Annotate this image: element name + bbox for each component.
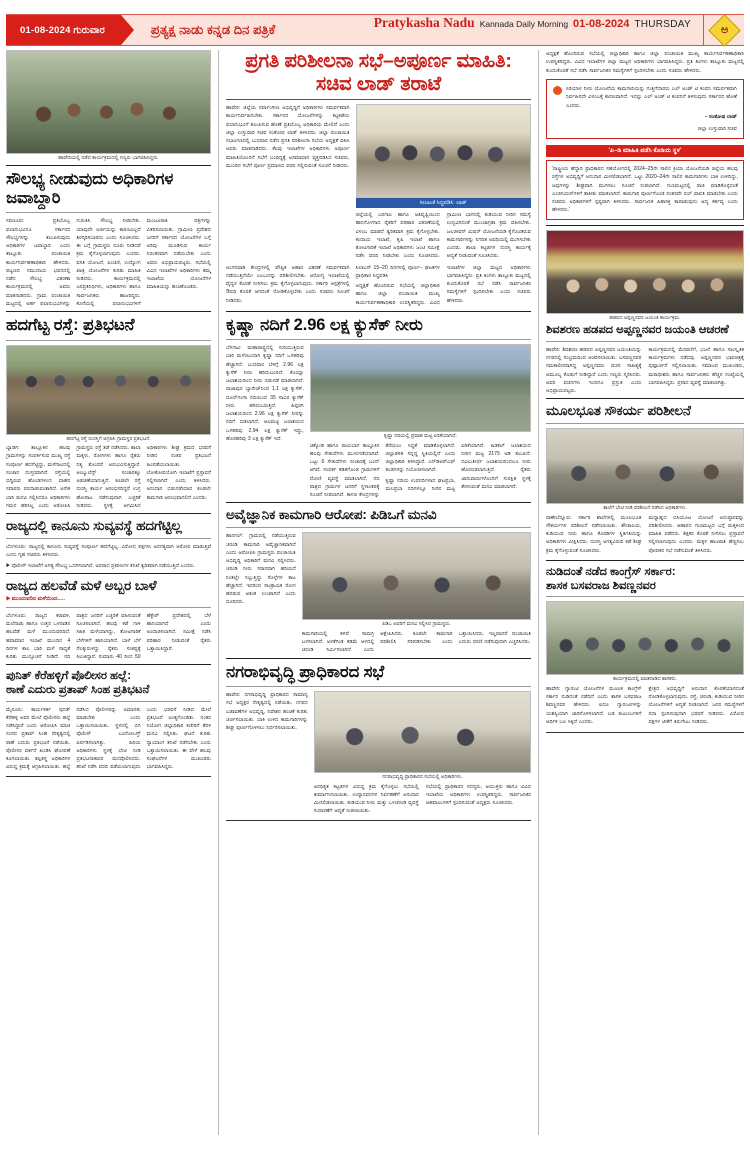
story-congress-body — [546, 685, 744, 728]
paragraph: ಬೆಂಗಳೂರು: ರಾಜ್ಯದ ಕರಾವಳಿ, ಮಲೆನಾಡು ಹಾಗೂ ಉತ್ತರ ಒಳನಾಡಿನ ಹಲವೆಡೆ ಮಳೆ ಮುಂದುವರಿದಿದೆ. ಹವಾಮಾನ ಇಲಾಖೆ ಮುಂದಿನ 4 ದಿನಗಳ ಕಾಲ ಭಾರಿ ಮಳೆ ಸಾಧ್ಯತೆ ಕುರಿತು ಮುನ್ಸೂಚನೆ ನೀಡಿದೆ. ನದಿ ಪಾತ್ರದ ಜನರಿಗೆ ಎಚ್ಚರಿಕೆ ವಹಿಸುವಂತೆ ಸೂಚಿಸಲಾಗಿದೆ. ಹಲವು ಕಡೆ ಗಾಳಿ ಸಹಿತ ಮಳೆಯಾಗಿದ್ದು, ತೋಟಗಾರಿಕೆ ಬೆಳೆಗಳಿಗೆ ಹಾನಿಯಾಗಿದೆ. ಬಾಳೆ ಬೆಳೆ ನೆಲಕ್ಕುರುಳಿದ್ದು ರೈತರು ಸಂಕಷ್ಟಕ್ಕೆ ಸಿಲುಕಿದ್ದಾರೆ. ಸುಮಾರು 40 ರಿಂದ 50 ಹೆಕ್ಟೇರ್ ಪ್ರದೇಶದಲ್ಲಿ ಬೆಳೆ ಹಾನಿಯಾಗಿದೆ ಎಂದು ಅಂದಾಜಿಸಲಾಗಿದೆ. ಸಮೀಕ್ಷೆ ನಡೆಸಿ ಪರಿಹಾರ ನೀಡುವಂತೆ ರೈತರು ಒತ್ತಾಯಿಸಿದ್ದಾರೆ. — [6, 612, 211, 660]
divider — [6, 513, 211, 514]
headline-krishna-river: ಕೃಷ್ಣಾ ನದಿಗೆ 2.96 ಲಕ್ಷ ಕ್ಯುಸೆಕ್ ನೀರು — [226, 315, 423, 334]
paragraph: ಅಂಗನವಾಡಿ ಕೇಂದ್ರಗಳಲ್ಲಿ ಪೌಷ್ಟಿಕ ಆಹಾರ ವಿತರಣೆ ಸಮರ್ಪಕವಾಗಿ ನಡೆಯುತ್ತಿದೆಯೇ ಎಂಬುದನ್ನು ಪರಿಶೀಲಿಸಬೇಕು. ಆರೋಗ್ಯ ಇಲಾಖೆಯಲ್ಲಿ ವೈದ್ಯರ ಕೊರತೆ ನೀಗಿಸಲು ಕ್ರಮ ಕೈಗೊಳ್ಳಲಾಗುವುದು. ಸರ್ಕಾರಿ ಆಸ್ಪತ್ರೆಗಳಲ್ಲಿ ಔಷಧಿ ಕೊರತೆ ಆಗದಂತೆ ನೋಡಿಕೊಳ್ಳಬೇಕು ಎಂದು ಸಚಿವರು ಸೂಚನೆ ನೀಡಿದರು. — [226, 264, 350, 304]
divider — [6, 340, 211, 341]
quote-attribution-name: – ಸಂತೋಷ ಲಾಡ್ — [704, 114, 737, 121]
masthead-logo — [703, 15, 744, 45]
bottom-rule — [546, 732, 744, 733]
photo-pdo-caption: ಪಿಡಿಒ ಅವರಿಗೆ ಮನವಿ ಸಲ್ಲಿಸಿದ ಗ್ರಾಮಸ್ಥರು. — [382, 621, 451, 628]
masthead-date-badge: 01-08-2024 ಗುರುವಾರ — [6, 15, 121, 45]
photo-left-top — [6, 50, 211, 154]
divider — [546, 225, 744, 226]
photo-jayanti — [546, 230, 744, 314]
masthead-date: 01-08-2024 — [573, 18, 630, 30]
paragraph: ರಾಣೇಬೆನ್ನೂರು: ಸರ್ಕಾರಿ ಶಾಲೆಗಳಲ್ಲಿ ಮೂಲಭೂತ ಸೌಕರ್ಯಗಳ ಪರಿಶೀಲನೆ ನಡೆಸಲಾಯಿತು. ಶೌಚಾಲಯ, ಕುಡಿಯುವ ನೀರು ಹಾಗೂ ಕೊಠಡಿಗಳ ಸ್ಥಿತಿಗತಿಯನ್ನು ಅಧಿಕಾರಿಗಳು ವೀಕ್ಷಿಸಿದರು. ದುರಸ್ತಿ ಅಗತ್ಯವಿರುವ ಕಡೆ ಶೀಘ್ರ ಕ್ರಮ ಕೈಗೊಳ್ಳುವಂತೆ ಸೂಚಿಸಿದರು. — [546, 514, 642, 554]
lead-col1-cont — [226, 264, 350, 305]
logo-diamond-icon — [708, 14, 741, 47]
paragraph: ಮಧ್ಯಾಹ್ನದ ಬಿಸಿಯೂಟ ಯೋಜನೆ ಅನುಷ್ಠಾನವನ್ನು ಪರಿಶೀಲಿಸಿದರು. ಆಹಾರದ ಗುಣಮಟ್ಟದ ಬಗ್ಗೆ ಮಕ್ಕಳಿಂದ ಮಾಹಿತಿ ಪಡೆದರು. ಶಿಕ್ಷಕರ ಕೊರತೆ ನೀಗಿಸಲು ಪ್ರಸ್ತಾವನೆ ಸಲ್ಲಿಸಲಾಗುವುದು ಎಂದರು. ಮಕ್ಕಳ ಹಾಜರಾತಿ ಹೆಚ್ಚಿಸಲು ಪೋಷಕರ ಸಭೆ ನಡೆಸುವಂತೆ ತಿಳಿಸಿದರು. — [648, 514, 744, 554]
headline-rain: ರಾಜ್ಯದ ಹಲವೆಡೆ ಮಳೆ ಅಬ್ಬರ ಬಾಳೆ — [6, 577, 157, 593]
masthead-english-block — [374, 15, 703, 45]
bottom-rule — [6, 776, 211, 777]
masthead-kannada-title: ಪ್ರತ್ಯಕ್ಷ ನಾಡು ಕನ್ನಡ ದಿನ ಪತ್ರಿಕೆ — [150, 22, 276, 37]
right-column — [539, 50, 744, 1135]
divider — [6, 573, 211, 574]
paragraph: ಕೃಷ್ಣಾ ನದಿಯ ಉಪನದಿಗಳಾದ ಘಟಪ್ರಭಾ, ಮಲಪ್ರಭಾ ನದಿಗಳಲ್ಲೂ ನೀರಿನ ಮಟ್ಟ ಏರಿಕೆಯಾಗಿದೆ. ಹಿಡಕಲ್ ಜಲಾಶಯದ ನೀರಿನ ಮಟ್ಟ 2175 ಅಡಿ ತಲುಪಿದೆ. ನವಿಲುತೀರ್ಥ ಜಲಾಶಯದಿಂದಲೂ ನೀರು ಹೊರಬಿಡಲಾಗುತ್ತಿದೆ. ರೈತರು ಜಾನುವಾರುಗಳೊಂದಿಗೆ ಸುರಕ್ಷಿತ ಸ್ಥಳಕ್ಕೆ ತೆರಳುವಂತೆ ಮನವಿ ಮಾಡಲಾಗಿದೆ. — [385, 442, 531, 492]
paragraph: ಕ್ಷೇತ್ರದ ಅಭಿವೃದ್ಧಿಗೆ ಅನುದಾನ ಕೊರತೆಯಾಗದಂತೆ ನೋಡಿಕೊಳ್ಳಲಾಗುವುದು. ರಸ್ತೆ, ಚರಂಡಿ, ಕುಡಿಯುವ ನೀರಿನ ಯೋಜನೆಗಳಿಗೆ ಆದ್ಯತೆ ನೀಡಲಾಗಿದೆ. ಜನರ ಸಮಸ್ಯೆಗಳಿಗೆ ಸದಾ ಸ್ಪಂದಿಸುವುದಾಗಿ ಭರವಸೆ ನೀಡಿದರು. ವಿರೋಧ ಪಕ್ಷಗಳ ಟೀಕೆಗೆ ತಿರುಗೇಟು ನೀಡಿದರು. — [648, 685, 744, 725]
divider — [226, 339, 531, 340]
paragraph: ಹಾವೇರಿ: ನಗರಾಭಿವೃದ್ಧಿ ಪ್ರಾಧಿಕಾರದ ಸಾಮಾನ್ಯ ಸಭೆ ಅಧ್ಯಕ್ಷರ ನೇತೃತ್ವದಲ್ಲಿ ನಡೆಯಿತು. ನಗರದ ಬಡಾವಣೆಗಳ ಅಭಿವೃದ್ಧಿ, ನಿವೇಶನ ಹಂಚಿಕೆ ಕುರಿತು ಚರ್ಚಿಸಲಾಯಿತು. ಬಾಕಿ ಉಳಿದ ಕಾಮಗಾರಿಗಳನ್ನು ಶೀಘ್ರ ಪೂರ್ಣಗೊಳಿಸಲು ನಿರ್ಧರಿಸಲಾಯಿತು. — [226, 692, 308, 732]
headline-infrastructure: ಮೂಲಭೂತ ಸೌಕರ್ಯ ಪರಿಶೀಲನೆ — [546, 403, 691, 419]
story-law-order-bullet: ▶ ಪೊಲೀಸ್ ಇಲಾಖೆಗೆ ಅಗತ್ಯ ಸೌಲಭ್ಯ ಒದಗಿಸಲಾಗಿದೆ. ಅಪರಾಧ ಪ್ರಕರಣಗಳ ತನಿಖೆ ತ್ವರಿತವಾಗಿ ನಡೆಯುತ್ತಿದೆ ಎಂದರು. — [6, 562, 195, 569]
quote-bullet-icon — [553, 86, 562, 95]
headline-law-order: ರಾಜ್ಯದಲ್ಲಿ ಕಾನೂನು ಸುವ್ಯವಸ್ಥೆ ಹದಗೆಟ್ಟಿಲ್ಲ — [6, 518, 182, 534]
divider — [6, 538, 211, 539]
uda-col1 — [226, 691, 308, 732]
photo-congress-caption: ಕಾರ್ಯಕ್ರಮದಲ್ಲಿ ಮಾತನಾಡಿದ ಶಾಸಕರು. — [612, 676, 678, 683]
headline-road-protest: ಹದಗೆಟ್ಟ ರಸ್ತೆ: ಪ್ರತಿಭಟನೆ — [6, 316, 135, 335]
newspaper-page — [0, 14, 750, 1162]
divider — [226, 658, 531, 659]
photo-infrastructure-caption: ಶಾಲೆಗೆ ಭೇಟಿ ನೀಡಿ ಪರಿಶೀಲನೆ ನಡೆಸಿದ ಅಧಿಕಾರಿಗಳು. — [603, 505, 687, 512]
lead-right-jump — [546, 50, 744, 75]
redbox-text: 'ರಾಷ್ಟ್ರೀಯ ಹೆದ್ದಾರಿ ಪ್ರಾಧಿಕಾರದ ಸಹಯೋಗದಲ್ಲಿ 2024–25ನೇ ಸಾಲಿನ ಕ್ರಿಯಾ ಯೋಜನೆಯಡಿ ಜಿಲ್ಲೆಯ ಹಲವು ರಸ್ತೆಗಳ ಅಭಿವೃದ್ಧಿಗೆ ಅನುದಾನ ಮೀಸಲಿಡಲಾಗಿದೆ. ಒಟ್ಟು 2020–24ನೇ ಸಾಲಿನ ಕಾಮಗಾರಿಗಳು ಬಾಕಿ ಉಳಿದಿದ್ದು, ಅವುಗಳನ್ನು ಶೀಘ್ರವಾಗಿ ಮುಗಿಸಲು ಸೂಚನೆ ನೀಡಲಾಗಿದೆ. ಗುಣಮಟ್ಟದಲ್ಲಿ ರಾಜಿ ಮಾಡಿಕೊಳ್ಳದಂತೆ ಎಂಜಿನಿಯರ್‌ಗಳಿಗೆ ತಾಕೀತು ಮಾಡಲಾಗಿದೆ. ಕಾಮಗಾರಿ ಪೂರ್ಣಗೊಂಡ ನಂತರವೇ ಬಿಲ್ ಪಾವತಿ ಮಾಡಬೇಕು ಎಂದು ಸಚಿವರು ಅಧಿಕಾರಿಗಳಿಗೆ ಸ್ಪಷ್ಟವಾಗಿ ತಿಳಿಸಿದರು. ಸಾರ್ವಜನಿಕ ಹಿತಾಸಕ್ತಿ ಕಾಪಾಡುವುದು ಆದ್ಯ ಕರ್ತವ್ಯ ಎಂದು ಹೇಳಿದರು.' — [552, 166, 738, 214]
headline-congress-2: ಶಾಸಕ ಬಸವರಾಜ ಶಿವಣ್ಣನವರ — [546, 578, 656, 592]
photo-left-top-caption: ಹಾವೇರಿಯಲ್ಲಿ ನಡೆದ ಕಾರ್ಯಕ್ರಮದಲ್ಲಿ ಗಣ್ಯರು ಭಾಗವಹಿಸಿದ್ದರು. — [58, 155, 159, 161]
divider — [6, 311, 211, 312]
masthead-brand: Pratykasha Nadu — [373, 15, 475, 30]
headline-punith-2: ಠಾಣೆ ಎದುರು ಪ್ರತಾಪ್ ಸಿಂಹ ಪ್ರತಿಭಟನೆ — [6, 682, 150, 696]
paragraph: ಸವಣೂರು: ಪ್ರತಿಯೊಬ್ಬ ಫಲಾನುಭವಿಗೂ ಸರ್ಕಾರದ ಸೌಲಭ್ಯಗಳನ್ನು ತಲುಪಿಸುವುದು ಅಧಿಕಾರಿಗಳ ಜವಾಬ್ದಾರಿ ಎಂದು ತಾಲ್ಲೂಕು ಪಂಚಾಯಿತಿ ಕಾರ್ಯನಿರ್ವಹಣಾಧಿಕಾರಿ ಹೇಳಿದರು. ಪಟ್ಟಣದ ಸಮುದಾಯ ಭವನದಲ್ಲಿ ನಡೆದ ಸೌಲಭ್ಯ ವಿತರಣಾ ಕಾರ್ಯಕ್ರಮದಲ್ಲಿ ಅವರು ಮಾತನಾಡಿದರು. ಗ್ರಾಮ ಪಂಚಾಯಿತಿ ಮಟ್ಟದಲ್ಲಿ ಅರ್ಹ ಫಲಾನುಭವಿಗಳನ್ನು ಗುರುತಿಸಿ ಸೌಲಭ್ಯ ನೀಡಬೇಕು. ಯಾವುದೇ ಅರ್ಜಿಯನ್ನು ಕಾರಣವಿಲ್ಲದೆ ತಿರಸ್ಕರಿಸಬಾರದು ಎಂದು ಸೂಚಿಸಿದರು. ಈ ಬಗ್ಗೆ ಗ್ರಾಮಸ್ಥರು ದೂರು ನೀಡಿದರೆ ಕ್ರಮ ಕೈಗೊಳ್ಳಲಾಗುವುದು ಎಂದರು. ವಸತಿ ಯೋಜನೆ, ಪಿಂಚಣಿ, ಉದ್ಯೋಗ ಖಾತ್ರಿ ಯೋಜನೆಗಳ ಕುರಿತು ಮಾಹಿತಿ ನೀಡಿದರು. ಕಾರ್ಯಕ್ರಮದಲ್ಲಿ ಜನಪ್ರತಿನಿಧಿಗಳು, ಅಧಿಕಾರಿಗಳು ಹಾಗೂ ಸಾರ್ವಜನಿಕರು ಹಾಜರಿದ್ದರು. ಕೊನೆಯಲ್ಲಿ ಫಲಾನುಭವಿಗಳಿಗೆ ಮಂಜೂರಾತಿ ಪತ್ರಗಳನ್ನು ವಿತರಿಸಲಾಯಿತು. ಗ್ರಾಮೀಣ ಪ್ರದೇಶದ ಜನರಿಗೆ ಸರ್ಕಾರದ ಯೋಜನೆಗಳ ಬಗ್ಗೆ ಅರಿವು ಮೂಡಿಸುವ ಕಾರ್ಯ ನಿರಂತರವಾಗಿ ನಡೆಯಬೇಕು ಎಂದು ಅವರು ಅಭಿಪ್ರಾಯಪಟ್ಟರು. ಸಭೆಯಲ್ಲಿ ವಿವಿಧ ಇಲಾಖೆಗಳ ಅಧಿಕಾರಿಗಳು ತಮ್ಮ ಇಲಾಖೆಯ ಯೋಜನೆಗಳ ಮಾಹಿತಿಯನ್ನು ಹಂಚಿಕೊಂಡರು. — [6, 218, 211, 307]
divider — [546, 341, 744, 342]
story-road-protest-body — [6, 444, 211, 510]
paragraph: ಕಾಮಗಾರಿಯಲ್ಲಿ ಕಳಪೆ ಸಾಮಗ್ರಿ ಬಳಸಲಾಗಿದೆ. ಅಳತೆಗಿಂತ ಕಡಿಮೆ ಆಳದಲ್ಲಿ ಚರಂಡಿ ನಿರ್ಮಿಸಲಾಗಿದೆ ಎಂದು ಆಕ್ಷೇಪಿಸಿದರು. ಕೂಡಲೇ ಕಾಮಗಾರಿ ಪರಿಶೀಲಿಸಿ ಸರಿಪಡಿಸಬೇಕು ಎಂದು ಒತ್ತಾಯಿಸಿದರು. ಇಲ್ಲವಾದರೆ ಪಂಚಾಯಿತಿ ಎದುರು ಧರಣಿ ನಡೆಸುವುದಾಗಿ ಎಚ್ಚರಿಸಿದರು. — [301, 630, 531, 654]
paragraph: ಬೆಂಗಳೂರು: ರಾಜ್ಯದಲ್ಲಿ ಕಾನೂನು ಸುವ್ಯವಸ್ಥೆ ಸಂಪೂರ್ಣ ಹದಗೆಟ್ಟಿಲ್ಲ. ವಿರೋಧ ಪಕ್ಷಗಳು ಅನಗತ್ಯವಾಗಿ ಆರೋಪ ಮಾಡುತ್ತಿವೆ ಎಂದು ಗೃಹ ಸಚಿವರು ತಿಳಿಸಿದರು. — [6, 544, 211, 559]
divider — [546, 398, 744, 399]
photo-flood — [310, 344, 531, 432]
divider — [6, 212, 211, 213]
divider — [226, 527, 531, 528]
divider — [6, 701, 211, 702]
photo-road-protest — [6, 345, 211, 435]
headline-rain-kicker: ▶ ಮುಂದುವರಿದ ಮಳೆಯಿಂದ..... — [6, 595, 65, 602]
paragraph: ಹಾವೇರಿ: ಜಿಲ್ಲೆಯ ಸರ್ವಾಂಗೀಣ ಅಭಿವೃದ್ಧಿಗೆ ಅಧಿಕಾರಿಗಳು ಸಮರ್ಪಕವಾಗಿ ಕಾರ್ಯನಿರ್ವಹಿಸಬೇಕು. ಸರ್ಕಾರದ ಯೋಜನೆಗಳನ್ನು ಕಟ್ಟಕಡೆಯ ಫಲಾನುಭವಿಗೆ ತಲುಪಿಸುವ ಹೊಣೆ ಪ್ರತಿಯೊಬ್ಬ ಅಧಿಕಾರಿಯ ಮೇಲಿದೆ ಎಂದು ಜಿಲ್ಲಾ ಉಸ್ತುವಾರಿ ಸಚಿವ ಸಂತೋಷ ಲಾಡ್ ತಿಳಿಸಿದರು. ಜಿಲ್ಲಾ ಪಂಚಾಯಿತಿ ಸಭಾಂಗಣದಲ್ಲಿ ಬುಧವಾರ ನಡೆದ ಪ್ರಗತಿ ಪರಿಶೀಲನಾ ಸಭೆಯ ಅಧ್ಯಕ್ಷತೆ ವಹಿಸಿ ಅವರು ಮಾತನಾಡಿದರು. ಕೆಲವು ಇಲಾಖೆಗಳ ಅಧಿಕಾರಿಗಳು ಅಪೂರ್ಣ ಮಾಹಿತಿಯೊಂದಿಗೆ ಸಭೆಗೆ ಬಂದಿದ್ದಕ್ಕೆ ಅಸಮಾಧಾನ ವ್ಯಕ್ತಪಡಿಸಿದ ಸಚಿವರು, ಮುಂದಿನ ಸಭೆಗೆ ಪೂರ್ಣ ಪ್ರಮಾಣದ ವರದಿ ಸಲ್ಲಿಸುವಂತೆ ಸೂಚನೆ ನೀಡಿದರು. — [226, 105, 350, 169]
story-punith-body — [6, 706, 211, 773]
lead-col3-cont — [356, 264, 531, 307]
quote-text: ಸಿರಿಯಾಳ ನೀರು ಯೋಜನೆಯ ಕಾಮಗಾರಿಯನ್ನು ಗುತ್ತಿಗೆದಾರರು ಎಲ್ ಅಂಡ್ ಟಿ ಕಂಪನಿ ಸಮರ್ಪಕವಾಗಿ ನಿರ್ವಹಿಸದೇ ವಿಳಂಬಕ್ಕೆ ಕಾರಣವಾಗಿದೆ. ಇದನ್ನು ಎಲ್ ಅಂಡ್ ಟಿ ಕಂಪನಿಗೆ ತಿಳಿಸುವುದು ಸರ್ಕಾರದ ಹೊಣೆ ಎಂದರು. — [566, 85, 737, 109]
photo-uda-meeting — [314, 691, 531, 773]
lead-col2 — [356, 211, 531, 262]
divider — [6, 664, 211, 665]
masthead-spacer — [287, 15, 374, 45]
masthead-subtitle: Kannada Daily Morning — [479, 19, 569, 29]
redbox-bar-heading: 'ಪಿ–ಡಿ ಮಾಹಿತಿ ಪಡೆಸಿ ಕೊಡಿಯ ಸ್ಥಳ' — [546, 145, 744, 157]
headline-soulabhya: ಸೌಲಭ್ಯ ನೀಡುವುದು ಅಧಿಕಾರಿಗಳ ಜವಾಬ್ದಾರಿ — [6, 169, 174, 207]
divider — [546, 560, 744, 561]
photo-uda-caption: ನಗರಾಭಿವೃದ್ಧಿ ಪ್ರಾಧಿಕಾರದ ಸಭೆಯಲ್ಲಿ ಅಧಿಕಾರಿಗಳು. — [382, 774, 463, 781]
quote-header — [553, 85, 737, 111]
photo-infrastructure — [546, 428, 744, 504]
story-infrastructure-body — [546, 514, 744, 557]
paragraph: ಅನಧಿಕೃತ ಕಟ್ಟಡಗಳ ವಿರುದ್ಧ ಕ್ರಮ ಕೈಗೊಳ್ಳಲು ಸಭೆಯಲ್ಲಿ ತೀರ್ಮಾನಿಸಲಾಯಿತು. ಉದ್ಯಾನವನಗಳ ನಿರ್ವಹಣೆಗೆ ಅನುದಾನ ಮೀಸಲಿಡಲಾಯಿತು. ಕುಡಿಯುವ ನೀರು ಮತ್ತು ಒಳಚರಂಡಿ ವ್ಯವಸ್ಥೆ ಸುಧಾರಣೆಗೆ ಆದ್ಯತೆ ನೀಡಲಾಯಿತು. — [313, 783, 419, 815]
photo-congress — [546, 601, 744, 675]
photo-lead-meeting — [356, 104, 531, 198]
redbox-body — [546, 160, 744, 220]
pdo-col1 — [226, 532, 296, 606]
paragraph: ಸಭೆಯಲ್ಲಿ ಪ್ರಾಧಿಕಾರದ ಸದಸ್ಯರು, ಆಯುಕ್ತರು ಹಾಗೂ ವಿವಿಧ ಇಲಾಖೆಯ ಅಧಿಕಾರಿಗಳು ಉಪಸ್ಥಿತರಿದ್ದರು. ಸಾರ್ವಜನಿಕರ ಅಹವಾಲುಗಳಿಗೆ ಸ್ಪಂದಿಸುವಂತೆ ಅಧ್ಯಕ್ಷರು ಸೂಚಿಸಿದರು. — [425, 783, 531, 807]
pdo-col23 — [302, 630, 531, 655]
divider — [546, 423, 744, 424]
divider — [226, 311, 531, 312]
photo-lead-caption: ಸೀಲಾಂತೆ ಸಿದ್ಧಪಡಿಸಿ: ಲಾಡ್ — [356, 198, 531, 208]
paragraph: ಬ್ಯಾಡಗಿ: ತಾಲ್ಲೂಕಿನ ಹಲವು ಗ್ರಾಮಗಳನ್ನು ಸಂಪರ್ಕಿಸುವ ಮುಖ್ಯ ರಸ್ತೆ ಸಂಪೂರ್ಣ ಹದಗೆಟ್ಟಿದ್ದು, ಮಳೆಗಾಲದಲ್ಲಿ ಸಂಚಾರ ದುಸ್ತರವಾಗಿದೆ. ರಸ್ತೆಯಲ್ಲಿ ಬಿದ್ದಿರುವ ಹೊಂಡಗಳಿಂದ ವಾಹನ ಸವಾರರು ಪರದಾಡುವಂತಾಗಿದೆ. ಅನೇಕ ಬಾರಿ ಮನವಿ ಸಲ್ಲಿಸಿದರೂ ಅಧಿಕಾರಿಗಳು ಗಮನ ಹರಿಸಿಲ್ಲ ಎಂದು ಆರೋಪಿಸಿ ಗ್ರಾಮಸ್ಥರು ರಸ್ತೆ ತಡೆ ನಡೆಸಿದರು. ಶಾಲಾ ಮಕ್ಕಳು, ರೋಗಿಗಳು ಹಾಗೂ ರೈತರು ನಿತ್ಯ ತೊಂದರೆ ಅನುಭವಿಸುತ್ತಿದ್ದಾರೆ. ಆಂಬ್ಯುಲೆನ್ಸ್ ಸಂಚಾರಕ್ಕೂ ಅಡಚಣೆಯಾಗುತ್ತಿದೆ. ಕೂಡಲೇ ರಸ್ತೆ ದುರಸ್ತಿ ಕಾರ್ಯ ಆರಂಭಿಸದಿದ್ದರೆ ಉಗ್ರ ಹೋರಾಟ ನಡೆಸುವುದಾಗಿ ಎಚ್ಚರಿಕೆ ನೀಡಿದರು. ಸ್ಥಳಕ್ಕೆ ಆಗಮಿಸಿದ ಅಧಿಕಾರಿಗಳು ಶೀಘ್ರ ಕ್ರಮದ ಭರವಸೆ ನೀಡಿದ ನಂತರ ಪ್ರತಿಭಟನೆ ಹಿಂಪಡೆಯಲಾಯಿತು. ಲೋಕೋಪಯೋಗಿ ಇಲಾಖೆಗೆ ಪ್ರಸ್ತಾವನೆ ಸಲ್ಲಿಸಲಾಗಿದೆ ಎಂದು ತಿಳಿಸಿದರು. ಅನುದಾನ ಬಿಡುಗಡೆಯಾದ ಕೂಡಲೇ ಕಾಮಗಾರಿ ಆರಂಭವಾಗಲಿದೆ ಎಂದರು. — [6, 445, 211, 509]
paragraph: ಸಿಲಾಬಸ್ 15–20 ದಿನಗಳಲ್ಲಿ ಪೂರ್ಣ– ಘಟಕಗಳ ಪ್ರಾಧಿಕಾರ ಸಿದ್ಧಪಡಿಸಿ — [355, 264, 440, 279]
divider — [6, 607, 211, 608]
divider — [226, 99, 531, 100]
photo-road-protest-caption: ಹದಗೆಟ್ಟ ರಸ್ತೆ ದುರಸ್ತಿಗೆ ಆಗ್ರಹಿಸಿ ಗ್ರಾಮಸ್ಥರ ಪ್ರತಿಭಟನೆ. — [66, 435, 151, 442]
page-grid — [6, 50, 744, 1135]
masthead — [6, 14, 744, 46]
uda-col23 — [314, 783, 531, 816]
krishna-col1 — [226, 344, 304, 443]
paragraph: ಕಾರ್ಯಕ್ರಮದಲ್ಲಿ ಮೆರವಣಿಗೆ, ಭಜನೆ ಹಾಗೂ ಸಾಂಸ್ಕೃತಿಕ ಕಾರ್ಯಕ್ರಮಗಳು ನಡೆದವು. ಅಪ್ಪಣ್ಣನವರ ಭಾವಚಿತ್ರಕ್ಕೆ ಪುಷ್ಪಾರ್ಚನೆ ಸಲ್ಲಿಸಲಾಯಿತು. ಸಮಾಜದ ಮುಖಂಡರು, ಮಠಾಧೀಶರು ಹಾಗೂ ಸಾರ್ವಜನಿಕರು ಹೆಚ್ಚಿನ ಸಂಖ್ಯೆಯಲ್ಲಿ ಭಾಗವಹಿಸಿದ್ದರು. ಪ್ರಸಾದ ವ್ಯವಸ್ಥೆ ಮಾಡಲಾಗಿತ್ತು. — [648, 346, 744, 386]
headline-jayanti: ಶಿವಶರಣ ಹಡಪದ ಅಪ್ಪಣ್ಣನವರ ಜಯಂತಿ ಆಚರಣೆ — [546, 323, 729, 337]
paragraph: ಜಿಲ್ಲೆಯಲ್ಲಿ ಬರಗಾಲ ಹಾಗೂ ಅತಿವೃಷ್ಟಿಯಿಂದ ಹಾನಿಗೊಳಗಾದ ರೈತರಿಗೆ ಪರಿಹಾರ ವಿತರಣೆಯಲ್ಲಿ ವಿಳಂಬ ಮಾಡದೆ ತ್ವರಿತವಾಗಿ ಕ್ರಮ ಕೈಗೊಳ್ಳಬೇಕು. ಕಂದಾಯ ಇಲಾಖೆ, ಕೃಷಿ ಇಲಾಖೆ ಹಾಗೂ ತೋಟಗಾರಿಕೆ ಇಲಾಖೆ ಅಧಿಕಾರಿಗಳು ಜಂಟಿ ಸಮೀಕ್ಷೆ ನಡೆಸಿ ವರದಿ ನೀಡಬೇಕು ಎಂದು ಸೂಚಿಸಿದರು. ಗ್ರಾಮೀಣ ಭಾಗದಲ್ಲಿ ಕುಡಿಯುವ ನೀರಿನ ಸಮಸ್ಯೆ ಉದ್ಭವಿಸದಂತೆ ಮುಂಜಾಗ್ರತಾ ಕ್ರಮ ವಹಿಸಬೇಕು. ಜಲಜೀವನ್ ಮಿಷನ್ ಯೋಜನೆಯಡಿ ಕೈಗೊಂಡಿರುವ ಕಾಮಗಾರಿಗಳನ್ನು ನಿಗದಿತ ಅವಧಿಯಲ್ಲಿ ಮುಗಿಸಬೇಕು ಎಂದರು. ಶಾಲಾ ಕಟ್ಟಡಗಳ ದುರಸ್ತಿ ಕಾರ್ಯಕ್ಕೆ ಆದ್ಯತೆ ನೀಡುವಂತೆ ಸೂಚಿಸಿದರು. — [355, 212, 531, 260]
photo-pdo-memorandum — [302, 532, 531, 620]
story-law-order-body — [6, 543, 211, 560]
krishna-col23 — [310, 442, 531, 500]
paragraph: ಅಧ್ಯಕ್ಷತೆ ಹೊಂದಿರುವ ಸಭೆಯಲ್ಲಿ ಜಿಲ್ಲಾಧಿಕಾರಿ ಹಾಗೂ ಜಿಲ್ಲಾ ಪಂಚಾಯಿತಿ ಮುಖ್ಯ ಕಾರ್ಯನಿರ್ವಹಣಾಧಿಕಾರಿ ಉಪಸ್ಥಿತರಿದ್ದರು. ವಿವಿಧ ಇಲಾಖೆಗಳ ಜಿಲ್ಲಾ ಮಟ್ಟದ ಅಧಿಕಾರಿಗಳು ಭಾಗವಹಿಸಿದ್ದರು. ಪ್ರತಿ ತಿಂಗಳು ತಾಲ್ಲೂಕು ಮಟ್ಟದಲ್ಲಿ ಕುಂದುಕೊರತೆ ಸಭೆ ನಡೆಸಿ ಸಾರ್ವಜನಿಕರ ಸಮಸ್ಯೆಗಳಿಗೆ ಸ್ಪಂದಿಸಬೇಕು ಎಂದು ಸಚಿವರು ಹೇಳಿದರು. — [546, 51, 744, 74]
divider — [6, 165, 211, 166]
headline-uda-meeting: ನಗರಾಭಿವೃದ್ಧಿ ಪ್ರಾಧಿಕಾರದ ಸಭೆ — [226, 662, 385, 681]
paragraph: ಅಧ್ಯಕ್ಷತೆ ಹೊಂದಿರುವ ಸಭೆಯಲ್ಲಿ ಜಿಲ್ಲಾಧಿಕಾರಿ ಹಾಗೂ ಜಿಲ್ಲಾ ಪಂಚಾಯಿತಿ ಮುಖ್ಯ ಕಾರ್ಯನಿರ್ವಹಣಾಧಿಕಾರಿ ಉಪಸ್ಥಿತರಿದ್ದರು. ವಿವಿಧ ಇಲಾಖೆಗಳ ಜಿಲ್ಲಾ ಮಟ್ಟದ ಅಧಿಕಾರಿಗಳು ಭಾಗವಹಿಸಿದ್ದರು. ಪ್ರತಿ ತಿಂಗಳು ತಾಲ್ಲೂಕು ಮಟ್ಟದಲ್ಲಿ ಕುಂದುಕೊರತೆ ಸಭೆ ನಡೆಸಿ ಸಾರ್ವಜನಿಕರ ಸಮಸ್ಯೆಗಳಿಗೆ ಸ್ಪಂದಿಸಬೇಕು ಎಂದು ಸಚಿವರು ಹೇಳಿದರು. — [355, 264, 531, 306]
left-column — [6, 50, 219, 1135]
quote-box — [546, 79, 744, 139]
divider — [226, 502, 531, 503]
photo-flood-caption: ಕೃಷ್ಣಾ ನದಿಯಲ್ಲಿ ಪ್ರವಾಹ ಮಟ್ಟ ಏರಿಕೆಯಾಗಿದೆ. — [383, 433, 457, 440]
paragraph: ಹಾವೇರಿ: ಶಿವಶರಣ ಹಡಪದ ಅಪ್ಪಣ್ಣನವರ ಜಯಂತಿಯನ್ನು ನಗರದಲ್ಲಿ ಸಂಭ್ರಮದಿಂದ ಆಚರಿಸಲಾಯಿತು. ಬಸವಣ್ಣನವರ ಸಮಕಾಲೀನರಾಗಿದ್ದ ಅಪ್ಪಣ್ಣನವರು ವಚನ ಸಾಹಿತ್ಯಕ್ಕೆ ಅಮೂಲ್ಯ ಕೊಡುಗೆ ನೀಡಿದ್ದಾರೆ ಎಂದು ಗಣ್ಯರು ಸ್ಮರಿಸಿದರು. ಅವರ ವಚನಗಳು ಇಂದಿಗೂ ಪ್ರಸ್ತುತ ಎಂದು ಅಭಿಪ್ರಾಯಪಟ್ಟರು. — [546, 346, 642, 395]
story-jayanti-body — [546, 346, 744, 396]
story-soulabhya-body — [6, 217, 211, 308]
paragraph: ಬೆಳಗಾವಿ: ಮಹಾರಾಷ್ಟ್ರದಲ್ಲಿ ಸುರಿಯುತ್ತಿರುವ ಭಾರಿ ಮಳೆಯಿಂದಾಗಿ ಕೃಷ್ಣಾ ನದಿಗೆ ಒಳಹರಿವು ಹೆಚ್ಚಾಗಿದೆ. ಬುಧವಾರ ಬೆಳಿಗ್ಗೆ 2.96 ಲಕ್ಷ ಕ್ಯುಸೆಕ್ ನೀರು ಹರಿದುಬಂದಿದೆ. ಕೊಯ್ನಾ ಜಲಾಶಯದಿಂದ ನೀರು ಬಿಡುಗಡೆ ಮಾಡಲಾಗಿದೆ. ರಾಜಾಪುರ ಬ್ಯಾರೇಜ್‌ನಿಂದ 1.1 ಲಕ್ಷ ಕ್ಯುಸೆಕ್, ದೂಧ್‌ಗಂಗಾ ನದಿಯಿಂದ 35 ಸಾವಿರ ಕ್ಯುಸೆಕ್ ನೀರು ಹರಿದುಬರುತ್ತಿದೆ. ಹಿಪ್ಪರಗಿ ಜಲಾಶಯದಿಂದ 2.96 ಲಕ್ಷ ಕ್ಯುಸೆಕ್ ನೀರನ್ನು ನದಿಗೆ ಬಿಡಲಾಗಿದೆ. ಆಲಮಟ್ಟಿ ಜಲಾಶಯದ ಒಳಹರಿವು 2.94 ಲಕ್ಷ ಕ್ಯುಸೆಕ್ ಇದ್ದು, ಹೊರಹರಿವು 3 ಲಕ್ಷ ಕ್ಯುಸೆಕ್ ಇದೆ. — [226, 345, 304, 442]
masthead-day: THURSDAY — [634, 19, 691, 30]
headline-congress-1: ನುಡಿದಂತೆ ನಡೆದ ಕಾಂಗ್ರೆಸ್ ಸರ್ಕಾರ: — [546, 564, 676, 578]
paragraph: ಹಾವೇರಿ: ಗ್ಯಾರಂಟಿ ಯೋಜನೆಗಳ ಮೂಲಕ ಕಾಂಗ್ರೆಸ್ ಸರ್ಕಾರ ನುಡಿದಂತೆ ನಡೆದಿದೆ ಎಂದು ಶಾಸಕ ಬಸವರಾಜ ಶಿವಣ್ಣನವರ ಹೇಳಿದರು. ಐದೂ ಗ್ಯಾರಂಟಿಗಳನ್ನು ಯಶಸ್ವಿಯಾಗಿ ಜಾರಿಗೊಳಿಸಲಾಗಿದೆ. ಬಡ ಕುಟುಂಬಗಳಿಗೆ ಆರ್ಥಿಕ ಬಲ ಸಿಕ್ಕಿದೆ ಎಂದರು. — [546, 685, 642, 725]
paragraph: ಮೈಸೂರು: ಕಾರ್ಯಕರ್ತ ಪುನಿತ್ ಕೆರೆಹಳ್ಳಿ ಅವರ ಮೇಲೆ ಪೊಲೀಸರು ಹಲ್ಲೆ ನಡೆಸಿದ್ದಾರೆ ಎಂದು ಆರೋಪಿಸಿ ಮಾಜಿ ಸಂಸದ ಪ್ರತಾಪ್ ಸಿಂಹ ನೇತೃತ್ವದಲ್ಲಿ ಠಾಣೆ ಎದುರು ಪ್ರತಿಭಟನೆ ನಡೆಯಿತು. ಪೊಲೀಸರ ವರ್ತನೆ ಖಂಡಿಸಿ ಘೋಷಣೆ ಕೂಗಲಾಯಿತು. ತಪ್ಪಿತಸ್ಥ ಅಧಿಕಾರಿಗಳ ವಿರುದ್ಧ ಕ್ರಮಕ್ಕೆ ಆಗ್ರಹಿಸಲಾಯಿತು. ಹಲ್ಲೆ ನಡೆಸಿದ ಪೊಲೀಸರನ್ನು ಅಮಾನತು ಮಾಡಬೇಕು ಎಂದು ಒತ್ತಾಯಿಸಲಾಯಿತು. ಸ್ಥಳದಲ್ಲಿ ಬಿಗಿ ಪೊಲೀಸ್ ಬಂದೋಬಸ್ತ್ ಏರ್ಪಡಿಸಲಾಗಿತ್ತು. ಹಿರಿಯ ಅಧಿಕಾರಿಗಳು ಸ್ಥಳಕ್ಕೆ ಭೇಟಿ ನೀಡಿ ಪ್ರತಿಭಟನಾಕಾರರ ಮನವೊಲಿಸಿದರು. ತನಿಖೆ ನಡೆಸಿ ವರದಿ ಪಡೆಯಲಾಗುವುದು ಎಂದು ಭರವಸೆ ನೀಡಿದ ಮೇಲೆ ಪ್ರತಿಭಟನೆ ಅಂತ್ಯಗೊಂಡಿತು. ನಂತರ ನಿಯೋಗ ಜಿಲ್ಲಾಧಿಕಾರಿ ಕಚೇರಿಗೆ ತೆರಳಿ ಮನವಿ ಸಲ್ಲಿಸಿತು. ಘಟನೆ ಕುರಿತು ನ್ಯಾಯಾಂಗ ತನಿಖೆ ನಡೆಸಬೇಕು ಎಂದು ಒತ್ತಾಯಿಸಲಾಯಿತು. ಈ ವೇಳೆ ಹಲವು ಸಂಘಟನೆಗಳ ಮುಖಂಡರು ಭಾಗವಹಿಸಿದ್ದರು. — [6, 706, 211, 771]
bottom-rule — [226, 820, 531, 821]
headline-punith-1: ಪುನಿತ್ ಕೆರೆಹಳ್ಳಿಗೆ ಪೊಲೀಸರ ಹಲ್ಲೆ: — [6, 669, 131, 683]
quote-attribution-role: ಜಿಲ್ಲಾ ಉಸ್ತುವಾರಿ ಸಚಿವ — [697, 125, 737, 132]
headline-unscientific-work: ಅವೈಜ್ಞಾನಿಕ ಕಾಮಗಾರಿ ಆರೋಪ: ಪಿಡಿಒಗೆ ಮನವಿ — [226, 507, 437, 523]
middle-column — [219, 50, 539, 1135]
photo-jayanti-caption: ಹಡಪದ ಅಪ್ಪಣ್ಣನವರ ಜಯಂತಿ ಕಾರ್ಯಕ್ರಮ. — [609, 314, 681, 321]
story-rain-body — [6, 612, 211, 662]
divider — [546, 596, 744, 597]
lead-headline: ಪ್ರಗತಿ ಪರಿಶೀಲನಾ ಸಭೆ–ಅಪೂರ್ಣ ಮಾಹಿತಿ: ಸಚಿವ ಲಾಡ್ ತರಾಟೆ — [245, 50, 512, 95]
divider — [226, 686, 531, 687]
paragraph: ಚಿಕ್ಕೋಡಿ ಹಾಗೂ ರಾಯಬಾಗ ತಾಲ್ಲೂಕಿನ ಹಲವು ಸೇತುವೆಗಳು ಮುಳುಗಡೆಯಾಗಿವೆ. ಒಟ್ಟು 6 ಸೇತುವೆಗಳು ಸಂಚಾರಕ್ಕೆ ಬಂದ್ ಆಗಿವೆ. ಸಂಪರ್ಕ ಕಡಿತಗೊಂಡ ಗ್ರಾಮಗಳಿಗೆ ದೋಣಿ ವ್ಯವಸ್ಥೆ ಮಾಡಲಾಗಿದೆ. ನದಿ ಪಾತ್ರದ ಗ್ರಾಮಗಳ ಜನರಿಗೆ ಸ್ಥಳಾಂತರಕ್ಕೆ ಸೂಚನೆ ನೀಡಲಾಗಿದೆ. ಕಾಳಜಿ ಕೇಂದ್ರಗಳನ್ನು ತೆರೆಯಲು ಸಿದ್ಧತೆ ಮಾಡಿಕೊಳ್ಳಲಾಗಿದೆ. ಜಿಲ್ಲಾಡಳಿತ ಸನ್ನದ್ಧ ಸ್ಥಿತಿಯಲ್ಲಿದೆ ಎಂದು ಜಿಲ್ಲಾಧಿಕಾರಿ ತಿಳಿಸಿದ್ದಾರೆ. ಎನ್‌ಡಿಆರ್‌ಎಫ್ ತಂಡಗಳನ್ನು ನಿಯೋಜಿಸಲಾಗಿದೆ. — [309, 442, 456, 499]
lead-col1 — [226, 104, 350, 170]
logo-glyph: ಅ — [720, 23, 728, 36]
paragraph: ಹಾನಗಲ್: ಗ್ರಾಮದಲ್ಲಿ ನಡೆಯುತ್ತಿರುವ ಚರಂಡಿ ಕಾಮಗಾರಿ ಅವೈಜ್ಞಾನಿಕವಾಗಿದೆ ಎಂದು ಆರೋಪಿಸಿ ಗ್ರಾಮಸ್ಥರು ಪಂಚಾಯಿತಿ ಅಭಿವೃದ್ಧಿ ಅಧಿಕಾರಿಗೆ ಮನವಿ ಸಲ್ಲಿಸಿದರು. ಚರಂಡಿ ನೀರು ಸರಾಗವಾಗಿ ಹರಿಯದೆ ನಿಂತಲ್ಲೇ ನಿಲ್ಲುತ್ತಿದ್ದು ಸೊಳ್ಳೆಗಳ ಕಾಟ ಹೆಚ್ಚಾಗಿದೆ. ಇದರಿಂದ ಸಾಂಕ್ರಾಮಿಕ ರೋಗ ಹರಡುವ ಆತಂಕ ಉಂಟಾಗಿದೆ ಎಂದು ದೂರಿದರು. — [226, 533, 296, 606]
